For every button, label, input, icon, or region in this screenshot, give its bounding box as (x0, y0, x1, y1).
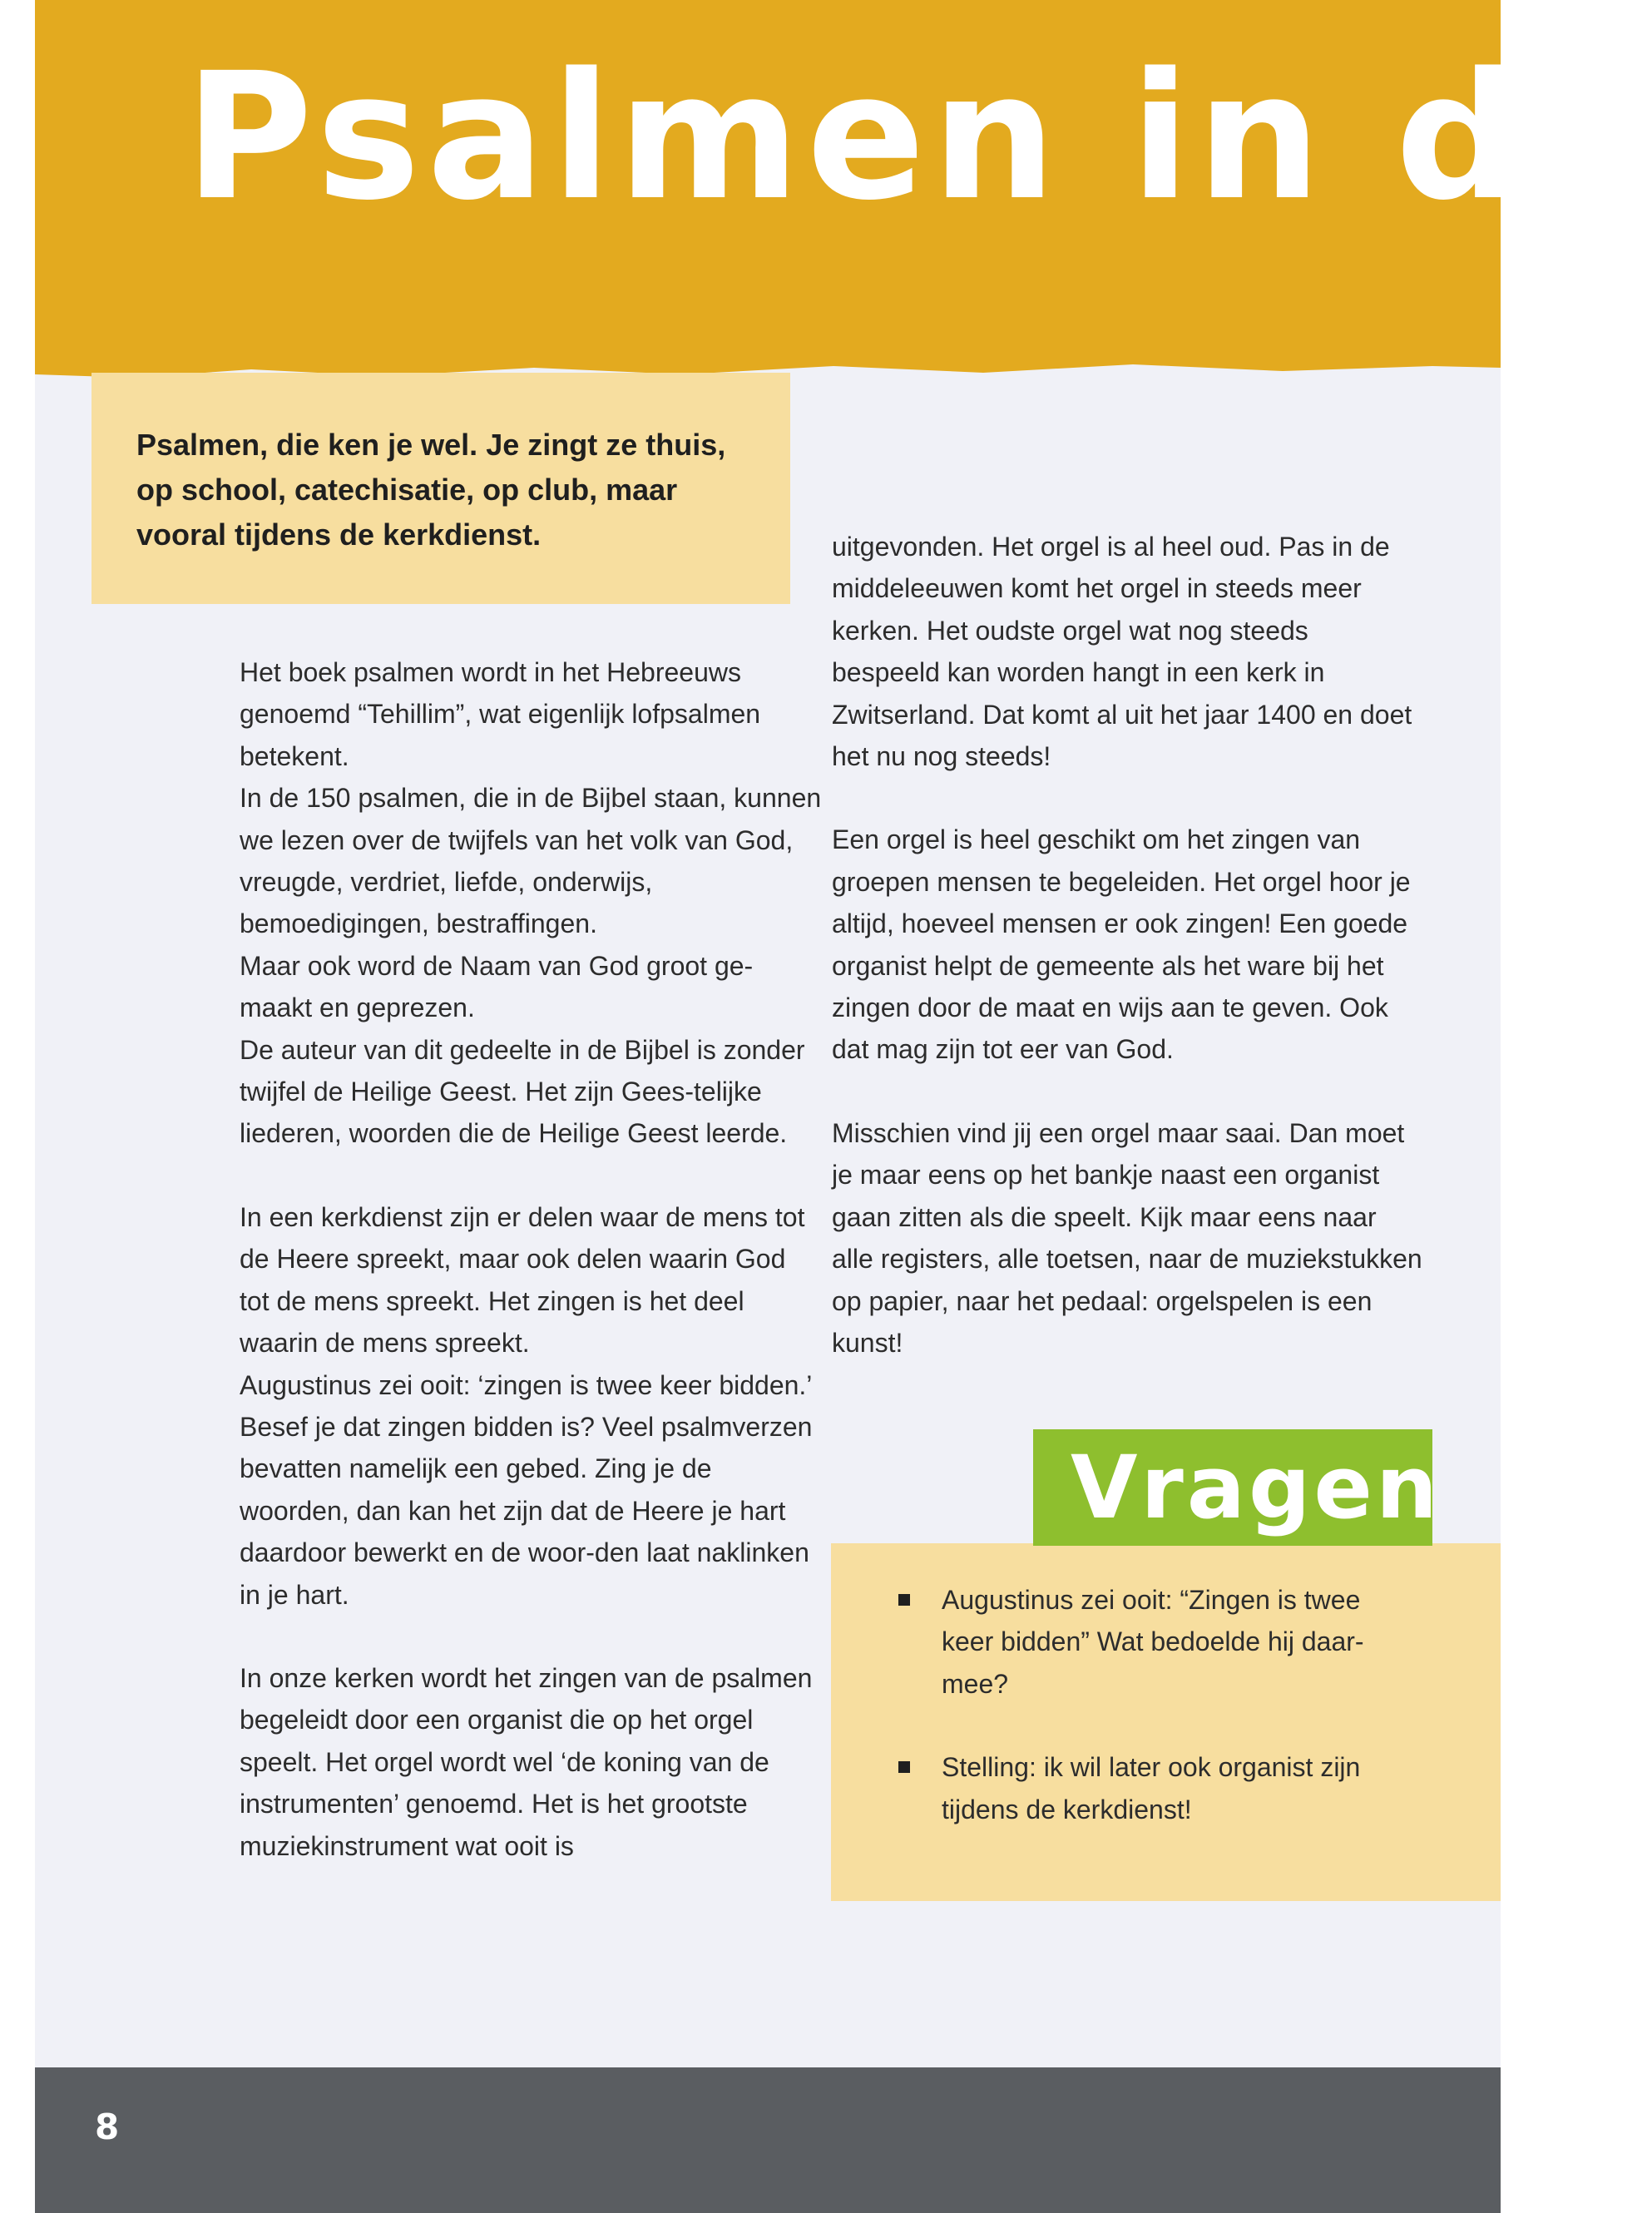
page-number: 8 (95, 2107, 120, 2147)
footer-band (35, 2067, 1501, 2213)
intro-box (92, 373, 790, 604)
square-bullet-icon (898, 1761, 910, 1773)
article-column-right (832, 526, 1422, 1405)
paragraph: In een kerkdienst zijn er delen waar de mens tot de Heere spreekt, maar ook delen waarin God tot de mens spreekt. Het zingen is het deel waarin de mens spreekt. Augustinus zei ooit: ‘zingen is twee keer bidden.’ Besef je dat zingen bidden is? Veel psalmverzen bevatten namelijk een gebed. Zing je de woorden, dan kan het zijn dat de Heere je hart daardoor bewerkt en de woor-den laat naklinken in je hart. (240, 1201, 813, 1610)
question-text: Augustinus zei ooit: “Zingen is twee keer bidden” Wat bedoelde hij daar-mee? (942, 1585, 1364, 1699)
article-column-left (240, 651, 822, 1909)
list-item (883, 1579, 1382, 1705)
paragraph: In onze kerken wordt het zingen van de psalmen begeleidt door een organist die op het orgel speelt. Het orgel wordt wel ‘de koning van de instrumenten’ genoemd. Het is het grootste muziekinstrument wat ooit is (240, 1662, 813, 1861)
intro-text: Psalmen, die ken je wel. Je zingt ze thuis, op school, catechisatie, op club, maar vooral tijdens de kerkdienst. (136, 428, 726, 552)
questions-title: Vragen (1071, 1437, 1441, 1538)
header-band (35, 0, 1652, 391)
paragraph: Het boek psalmen wordt in het Hebreeuws genoemd “Tehillim”, wat eigenlijk lofpsalmen betekent. In de 150 psalmen, die in de Bijbel staan, kunnen we lezen over de twijfels van het volk van God, vreugde, verdriet, liefde, onderwijs, bemoedigingen, bestraffingen. Maar ook word de Naam van God groot ge-maakt en geprezen. De auteur van dit gedeelte in de Bijbel is zonder twijfel de Heilige Geest. Het zijn Gees-telijke liederen, woorden die de Heilige Geest leerde. (240, 657, 822, 1149)
page-title: Psalmen in de (185, 35, 1652, 239)
square-bullet-icon (898, 1594, 910, 1606)
paragraph: Een orgel is heel geschikt om het zingen van groepen mensen te begeleiden. Het orgel hoor je altijd, hoeveel mensen er ook zingen! Een goede organist helpt de gemeente als het ware bij het zingen door de maat en wijs aan te geven. Ook dat mag zijn tot eer van God. (832, 824, 1411, 1065)
paragraph: Misschien vind jij een orgel maar saai. Dan moet je maar eens op het bankje naast een organist gaan zitten als die speelt. Kijk maar eens naar alle registers, alle toetsen, naar de muziekstukken op papier, naar het pedaal: orgelspelen is een kunst! (832, 1117, 1422, 1358)
questions-list (883, 1579, 1382, 1872)
magazine-page (35, 0, 1652, 2213)
question-text: Stelling: ik wil later ook organist zijn tijdens de kerkdienst! (942, 1752, 1361, 1824)
paragraph: uitgevonden. Het orgel is al heel oud. Pas in de middeleeuwen komt het orgel in steeds meer kerken. Het oudste orgel wat nog steeds bespeeld kan worden hangt in een kerk in Zwitserland. Dat komt al uit het jaar 1400 en doet het nu nog steeds! (832, 532, 1412, 772)
list-item (883, 1746, 1382, 1830)
